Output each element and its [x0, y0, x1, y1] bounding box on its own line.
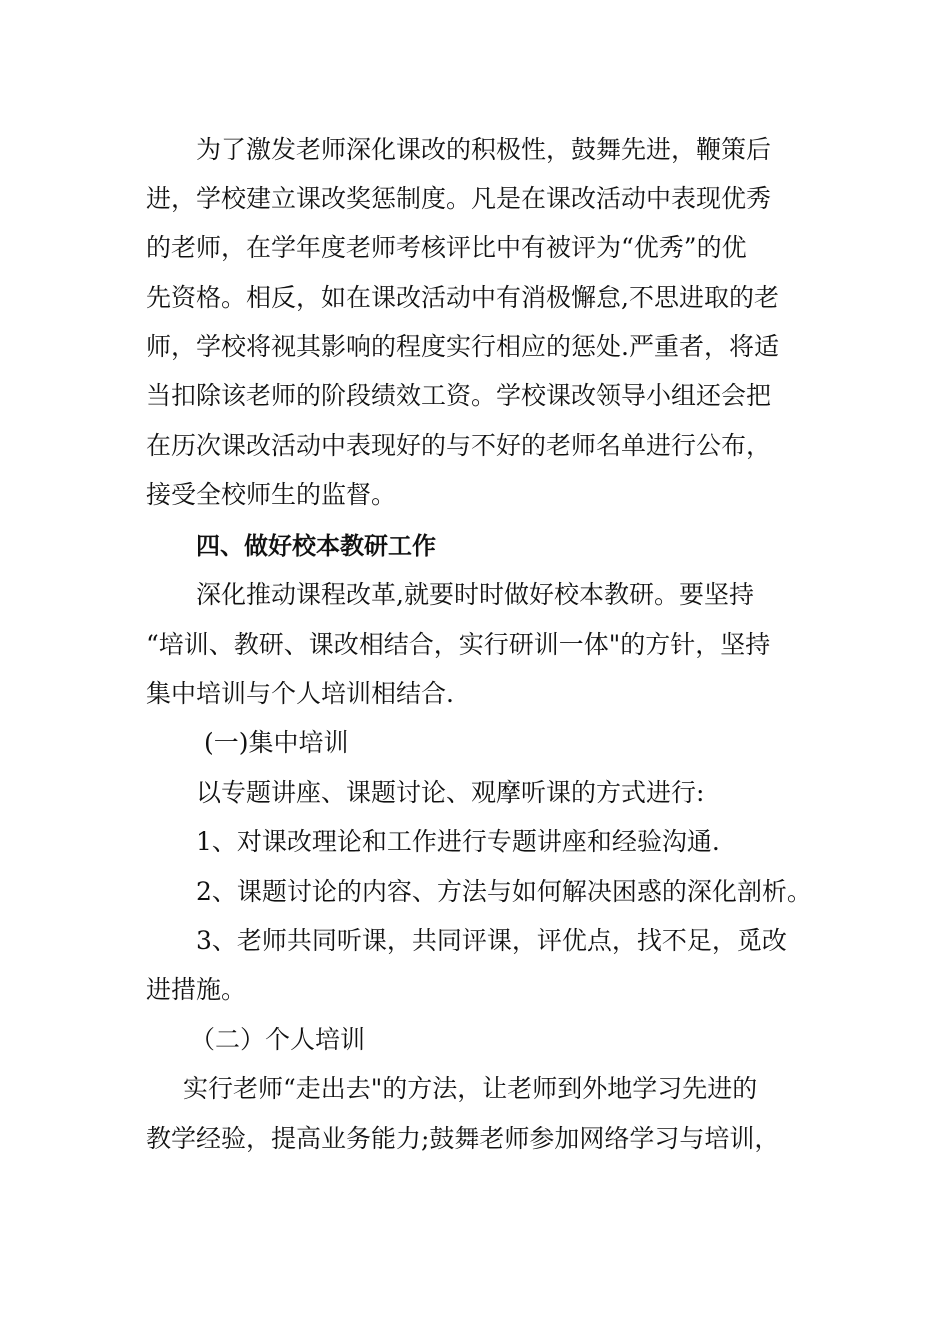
text-line: 为了激发老师深化课改的积极性，鼓舞先进，鞭策后	[196, 135, 772, 164]
subsection-heading: （二）个人培训	[190, 1025, 366, 1054]
list-item-continuation: 进措施。	[146, 975, 247, 1004]
list-item: 3、老师共同听课，共同评课，评优点，找不足，觅改	[196, 926, 787, 955]
subsection-intro: 以专题讲座、课题讨论、观摩听课的方式进行:	[196, 778, 705, 807]
text-line: 深化推动课程改革,就要时时做好校本教研。要坚持	[196, 580, 754, 609]
section-heading: 四、做好校本教研工作	[196, 532, 436, 560]
text-line: 师，学校将视其影响的程度实行相应的惩处.严重者，将适	[146, 332, 779, 361]
text-line: 当扣除该老师的阶段绩效工资。学校课改领导小组还会把	[146, 381, 772, 410]
text-line: 集中培训与个人培训相结合.	[146, 679, 454, 708]
text-line: 教学经验，提高业务能力;鼓舞老师参加网络学习与培训，	[146, 1124, 780, 1153]
text-line: 接受全校师生的监督。	[146, 480, 397, 509]
list-item: 1、对课改理论和工作进行专题讲座和经验沟通.	[196, 827, 720, 856]
text-line: 先资格。相反，如在课改活动中有消极懈怠,不思进取的老	[146, 283, 779, 312]
text-line: “培训、教研、课改相结合，实行研训一体"的方针，坚持	[146, 630, 771, 659]
text-line: 实行老师“走出去"的方法，让老师到外地学习先进的	[183, 1074, 758, 1103]
list-item: 2、课题讨论的内容、方法与如何解决困惑的深化剖析。	[196, 877, 812, 906]
text-line: 的老师，在学年度老师考核评比中有被评为“优秀”的优	[146, 233, 747, 262]
subsection-heading: (一)集中培训	[204, 728, 349, 757]
text-line: 进，学校建立课改奖惩制度。凡是在课改活动中表现优秀	[146, 184, 772, 213]
text-line: 在历次课改活动中表现好的与不好的老师名单进行公布，	[146, 431, 772, 460]
